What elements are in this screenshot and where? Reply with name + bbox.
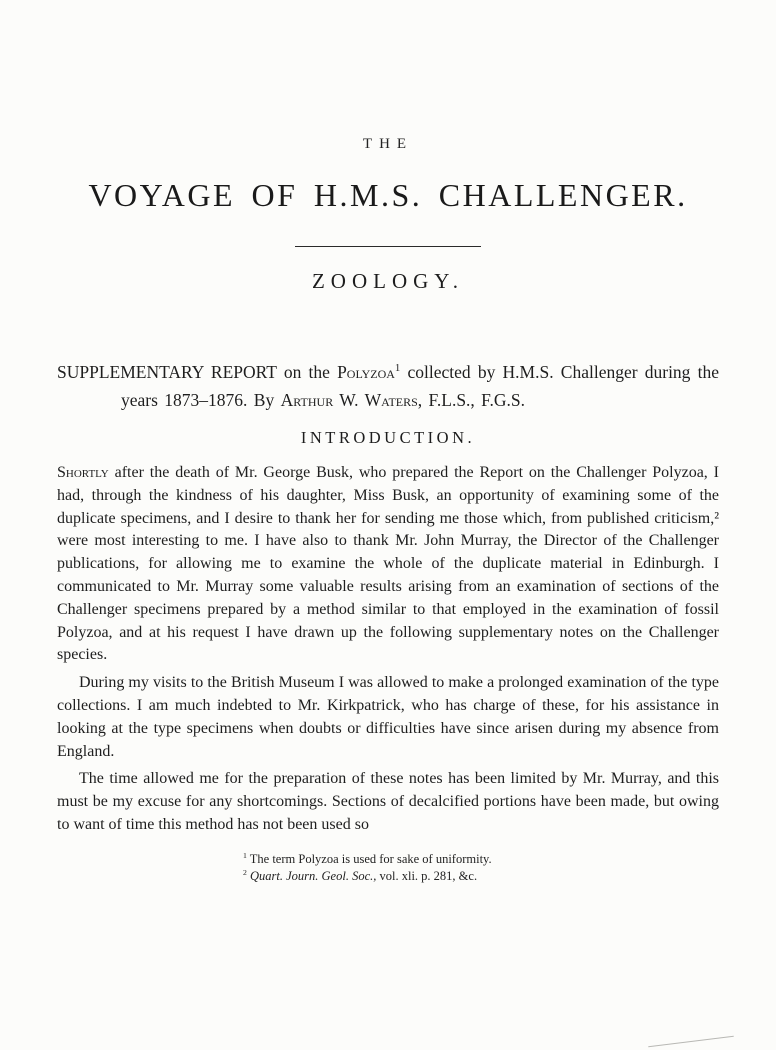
paragraph-3: The time allowed me for the preparation of these notes has been limited by Mr. Murray, and this must be my excuse for any shortcomings. Sections of decalcified portions have been made, but owing to want of time this method has not been used so: [57, 770, 719, 833]
report-byline: [57, 358, 719, 414]
footnote-2-marker: 2: [243, 868, 247, 878]
byline-part-3: , F.L.S., F.G.S.: [417, 390, 526, 410]
footnote-1-text: The term Polyzoa is used for sake of uniformity.: [246, 851, 492, 866]
paragraph-2: During my visits to the British Museum I was allowed to make a prolonged examination of the type collections. I am much indebted to Mr. Kirkpatrick, who has charge of these, for his assistance in looking at the type specimens when doubts or difficulties have since arisen during my absence from England.: [57, 674, 719, 760]
footnote-2: [243, 868, 719, 886]
byline-author: Arthur W. Waters: [280, 390, 418, 410]
title-block: [57, 136, 719, 294]
byline-part-1: SUPPLEMENTARY REPORT on the: [57, 362, 338, 382]
footnote-ref-1: 1: [394, 362, 401, 375]
footnotes: [243, 851, 719, 886]
paragraph-1-text: after the death of Mr. George Busk, who prepared the Report on the Challenger Polyzoa, I had, through the kindness of his daughter, Miss Busk, an opportunity of examining some of the duplicate specimens, and I desire to thank her for sending me those which, from published criticism,² were most interesting to me. I have also to thank Mr. John Murray, the Director of the Challenger publications, for allowing me to examine the whole of the duplicate material in Edinburgh. I communicated to Mr. Murray some valuable results arising from an examination of sections of the Challenger specimens prepared by a method similar to that employed in the examination of fossil Polyzoa, and at his request I have drawn up the following supplementary notes on the Challenger species.: [57, 464, 719, 664]
scan-edge-artifact: [648, 1036, 733, 1047]
footnote-2-text: vol. xli. p. 281, &c.: [376, 869, 478, 884]
main-title: VOYAGE OF H.M.S. CHALLENGER.: [88, 177, 688, 213]
footnote-1-marker: 1: [243, 850, 247, 860]
byline-part-2: collected by H.M.S. Challenger during the years 1873–1876. By: [121, 362, 719, 410]
byline-polyzoa: Polyzoa: [337, 362, 395, 382]
introduction-heading: INTRODUCTION.: [300, 428, 476, 447]
section-title: ZOOLOGY.: [311, 269, 465, 293]
footnote-2-citation: Quart. Journ. Geol. Soc.,: [246, 869, 377, 884]
paragraph-1: [57, 462, 719, 667]
body-text: [57, 462, 719, 837]
title-rule: [295, 246, 481, 247]
paragraph-1-lead: Shortly: [57, 464, 109, 481]
footnote-1: [243, 851, 719, 869]
series-label: THE: [362, 136, 414, 152]
